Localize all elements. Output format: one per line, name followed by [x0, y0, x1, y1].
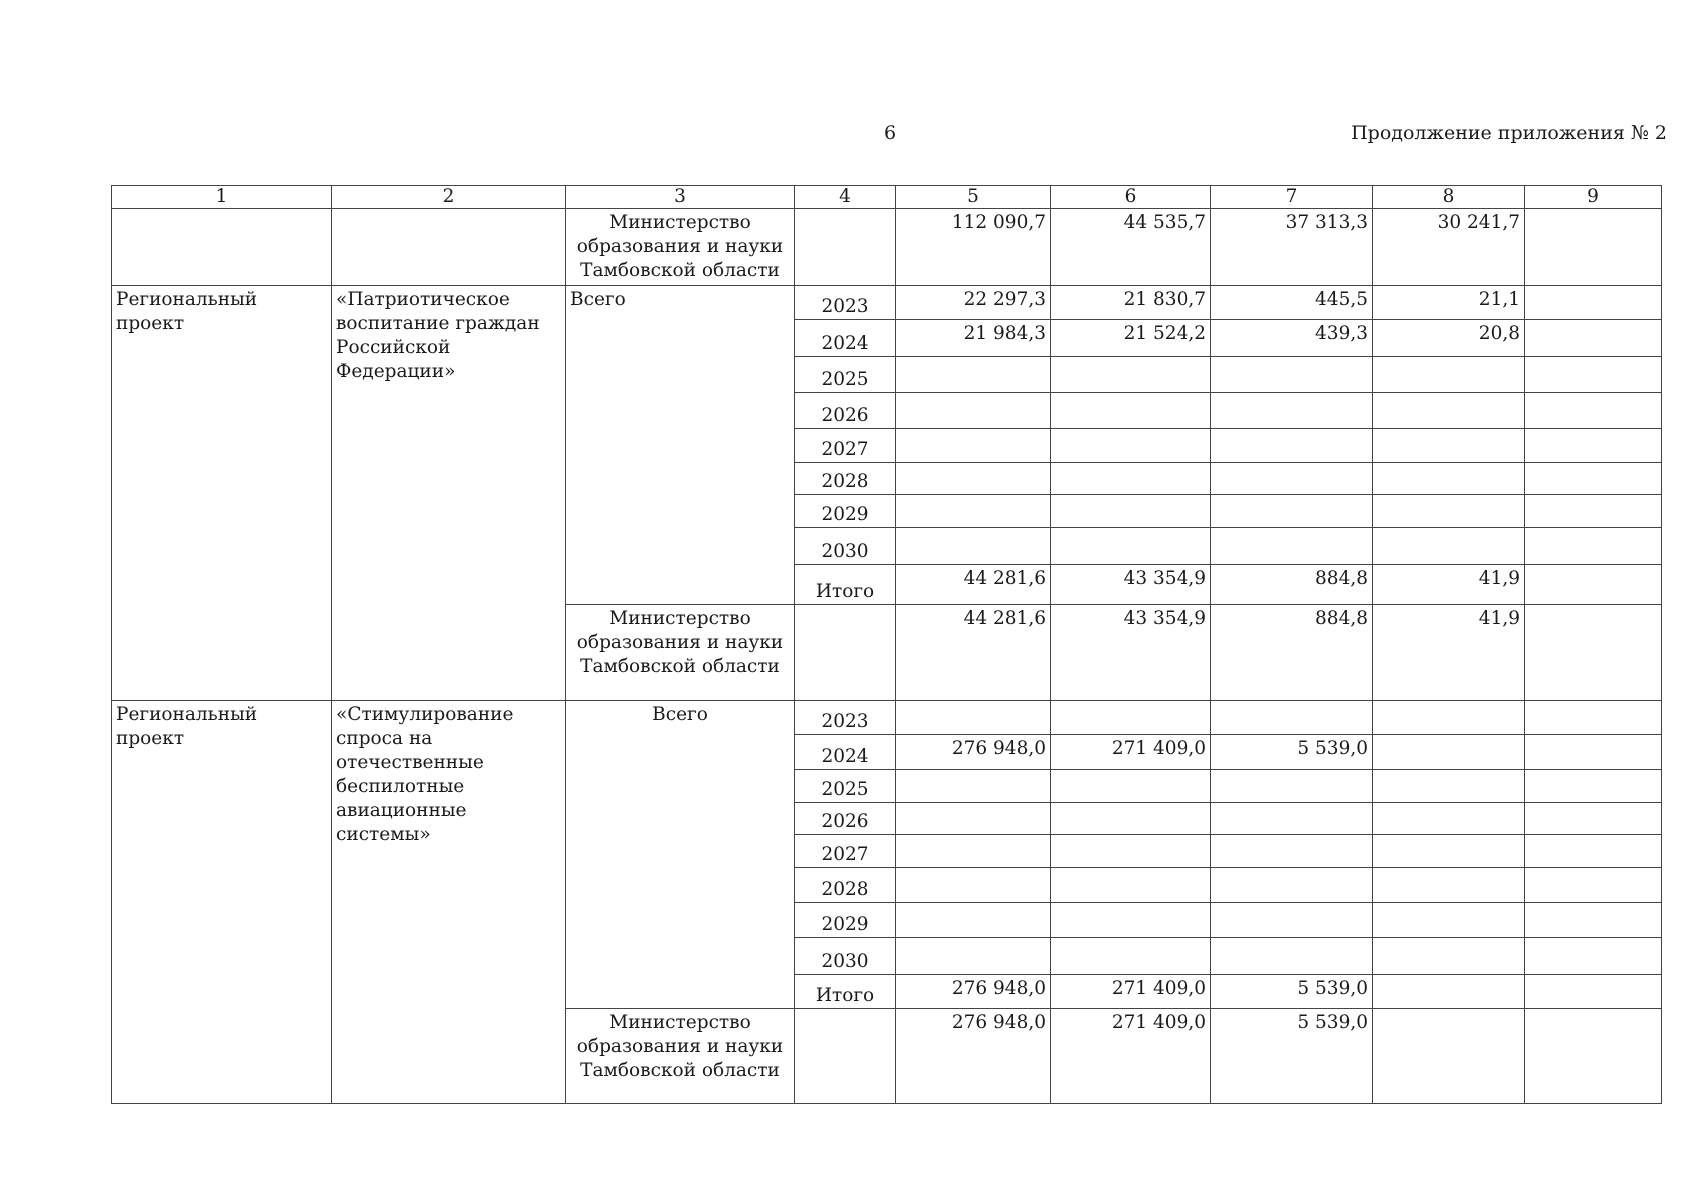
year-cell	[795, 209, 896, 286]
value-cell	[1051, 701, 1211, 735]
value-cell	[1051, 803, 1211, 835]
value-cell	[1373, 868, 1525, 903]
value-cell: 21 984,3	[896, 320, 1051, 357]
year-cell: 2027	[795, 429, 896, 463]
value-cell	[1525, 803, 1662, 835]
value-cell	[1525, 393, 1662, 429]
value-cell	[1525, 903, 1662, 938]
value-cell	[1211, 938, 1373, 975]
column-header: 1	[112, 186, 332, 209]
year-cell: 2024	[795, 735, 896, 770]
value-cell	[1373, 463, 1525, 495]
value-cell	[1525, 209, 1662, 286]
project-name-cell	[332, 209, 566, 286]
value-cell	[1525, 605, 1662, 701]
value-cell	[1373, 903, 1525, 938]
value-cell	[1525, 770, 1662, 803]
value-cell	[1525, 320, 1662, 357]
value-cell	[1373, 701, 1525, 735]
executor-cell: Министерство образования и науки Тамбовской области	[566, 209, 795, 286]
year-cell: 2029	[795, 495, 896, 528]
column-header: 9	[1525, 186, 1662, 209]
value-cell	[896, 393, 1051, 429]
value-cell: 445,5	[1211, 286, 1373, 320]
value-cell: 884,8	[1211, 565, 1373, 605]
value-cell	[1211, 903, 1373, 938]
project-name-cell: «Патриотическое воспитание граждан Российской Федерации»	[332, 286, 566, 701]
project-type-cell	[112, 209, 332, 286]
value-cell	[1373, 357, 1525, 393]
value-cell	[1373, 975, 1525, 1009]
value-cell	[1525, 938, 1662, 975]
value-cell: 276 948,0	[896, 735, 1051, 770]
value-cell	[1051, 903, 1211, 938]
value-cell	[1525, 565, 1662, 605]
value-cell	[1525, 286, 1662, 320]
column-header: 2	[332, 186, 566, 209]
value-cell	[896, 357, 1051, 393]
value-cell	[1051, 938, 1211, 975]
value-cell	[1525, 868, 1662, 903]
value-cell	[1211, 463, 1373, 495]
value-cell: 439,3	[1211, 320, 1373, 357]
value-cell	[1051, 835, 1211, 868]
value-cell	[1211, 803, 1373, 835]
value-cell: 5 539,0	[1211, 975, 1373, 1009]
column-header: 6	[1051, 186, 1211, 209]
value-cell	[1525, 463, 1662, 495]
value-cell	[1373, 495, 1525, 528]
column-header: 5	[896, 186, 1051, 209]
value-cell	[896, 868, 1051, 903]
year-cell: Итого	[795, 975, 896, 1009]
value-cell	[1525, 701, 1662, 735]
value-cell: 276 948,0	[896, 1009, 1051, 1104]
value-cell	[1525, 835, 1662, 868]
value-cell: 271 409,0	[1051, 975, 1211, 1009]
value-cell	[1211, 528, 1373, 565]
value-cell	[1051, 463, 1211, 495]
appendix-continuation-note: Продолжение приложения № 2	[1351, 122, 1667, 144]
project-name-cell: «Стимулирование спроса на отечественные беспилотные авиационные системы»	[332, 701, 566, 1104]
executor-cell: Министерство образования и науки Тамбовской области	[566, 1009, 795, 1104]
value-cell	[1051, 868, 1211, 903]
budget-table	[111, 185, 1662, 1104]
project-type-cell: Региональный проект	[112, 701, 332, 1104]
value-cell	[1211, 429, 1373, 463]
table-row	[112, 701, 1662, 735]
column-header: 4	[795, 186, 896, 209]
value-cell	[1373, 835, 1525, 868]
year-cell: 2026	[795, 393, 896, 429]
value-cell: 276 948,0	[896, 975, 1051, 1009]
value-cell	[1373, 393, 1525, 429]
value-cell: 271 409,0	[1051, 735, 1211, 770]
year-cell: 2028	[795, 868, 896, 903]
value-cell	[896, 463, 1051, 495]
column-header: 8	[1373, 186, 1525, 209]
column-header: 7	[1211, 186, 1373, 209]
value-cell: 271 409,0	[1051, 1009, 1211, 1104]
year-cell	[795, 605, 896, 701]
column-number-row	[112, 186, 1662, 209]
year-cell: 2023	[795, 701, 896, 735]
value-cell: 884,8	[1211, 605, 1373, 701]
value-cell: 21 524,2	[1051, 320, 1211, 357]
value-cell: 44 281,6	[896, 605, 1051, 701]
total-label-cell: Всего	[566, 701, 795, 1009]
table-row	[112, 209, 1662, 286]
value-cell	[1373, 803, 1525, 835]
year-cell: 2025	[795, 770, 896, 803]
value-cell: 20,8	[1373, 320, 1525, 357]
value-cell	[1051, 770, 1211, 803]
value-cell	[1211, 701, 1373, 735]
value-cell: 43 354,9	[1051, 605, 1211, 701]
value-cell	[1373, 938, 1525, 975]
value-cell	[1051, 357, 1211, 393]
value-cell: 43 354,9	[1051, 565, 1211, 605]
value-cell	[1373, 1009, 1525, 1104]
value-cell: 21,1	[1373, 286, 1525, 320]
total-label-cell: Всего	[566, 286, 795, 605]
value-cell: 44 281,6	[896, 565, 1051, 605]
value-cell	[896, 803, 1051, 835]
year-cell: 2026	[795, 803, 896, 835]
value-cell	[1525, 1009, 1662, 1104]
year-cell: 2029	[795, 903, 896, 938]
value-cell	[896, 835, 1051, 868]
value-cell	[896, 528, 1051, 565]
value-cell	[896, 903, 1051, 938]
year-cell: 2025	[795, 357, 896, 393]
value-cell	[1211, 770, 1373, 803]
value-cell: 41,9	[1373, 565, 1525, 605]
year-cell: Итого	[795, 565, 896, 605]
year-cell: 2027	[795, 835, 896, 868]
value-cell	[1373, 429, 1525, 463]
value-cell	[1373, 528, 1525, 565]
year-cell: 2023	[795, 286, 896, 320]
value-cell	[1051, 429, 1211, 463]
value-cell	[1525, 429, 1662, 463]
page-number: 6	[883, 122, 897, 144]
value-cell	[1211, 357, 1373, 393]
value-cell: 41,9	[1373, 605, 1525, 701]
value-cell	[1373, 735, 1525, 770]
year-cell: 2030	[795, 528, 896, 565]
value-cell	[1525, 357, 1662, 393]
value-cell: 37 313,3	[1211, 209, 1373, 286]
value-cell	[1051, 528, 1211, 565]
table-row	[112, 286, 1662, 320]
value-cell: 22 297,3	[896, 286, 1051, 320]
value-cell	[1525, 975, 1662, 1009]
value-cell	[1525, 495, 1662, 528]
executor-cell: Министерство образования и науки Тамбовской области	[566, 605, 795, 701]
value-cell: 21 830,7	[1051, 286, 1211, 320]
value-cell	[1051, 495, 1211, 528]
value-cell	[1525, 528, 1662, 565]
value-cell	[1211, 835, 1373, 868]
year-cell: 2030	[795, 938, 896, 975]
value-cell	[896, 495, 1051, 528]
project-type-cell: Региональный проект	[112, 286, 332, 701]
value-cell	[1525, 735, 1662, 770]
value-cell: 44 535,7	[1051, 209, 1211, 286]
value-cell	[896, 770, 1051, 803]
value-cell	[896, 429, 1051, 463]
value-cell	[896, 938, 1051, 975]
year-cell: 2024	[795, 320, 896, 357]
value-cell	[1373, 770, 1525, 803]
value-cell: 5 539,0	[1211, 1009, 1373, 1104]
value-cell	[896, 701, 1051, 735]
value-cell	[1211, 393, 1373, 429]
value-cell: 112 090,7	[896, 209, 1051, 286]
value-cell	[1211, 868, 1373, 903]
column-header: 3	[566, 186, 795, 209]
year-cell	[795, 1009, 896, 1104]
value-cell	[1211, 495, 1373, 528]
year-cell: 2028	[795, 463, 896, 495]
value-cell: 30 241,7	[1373, 209, 1525, 286]
value-cell	[1051, 393, 1211, 429]
value-cell: 5 539,0	[1211, 735, 1373, 770]
